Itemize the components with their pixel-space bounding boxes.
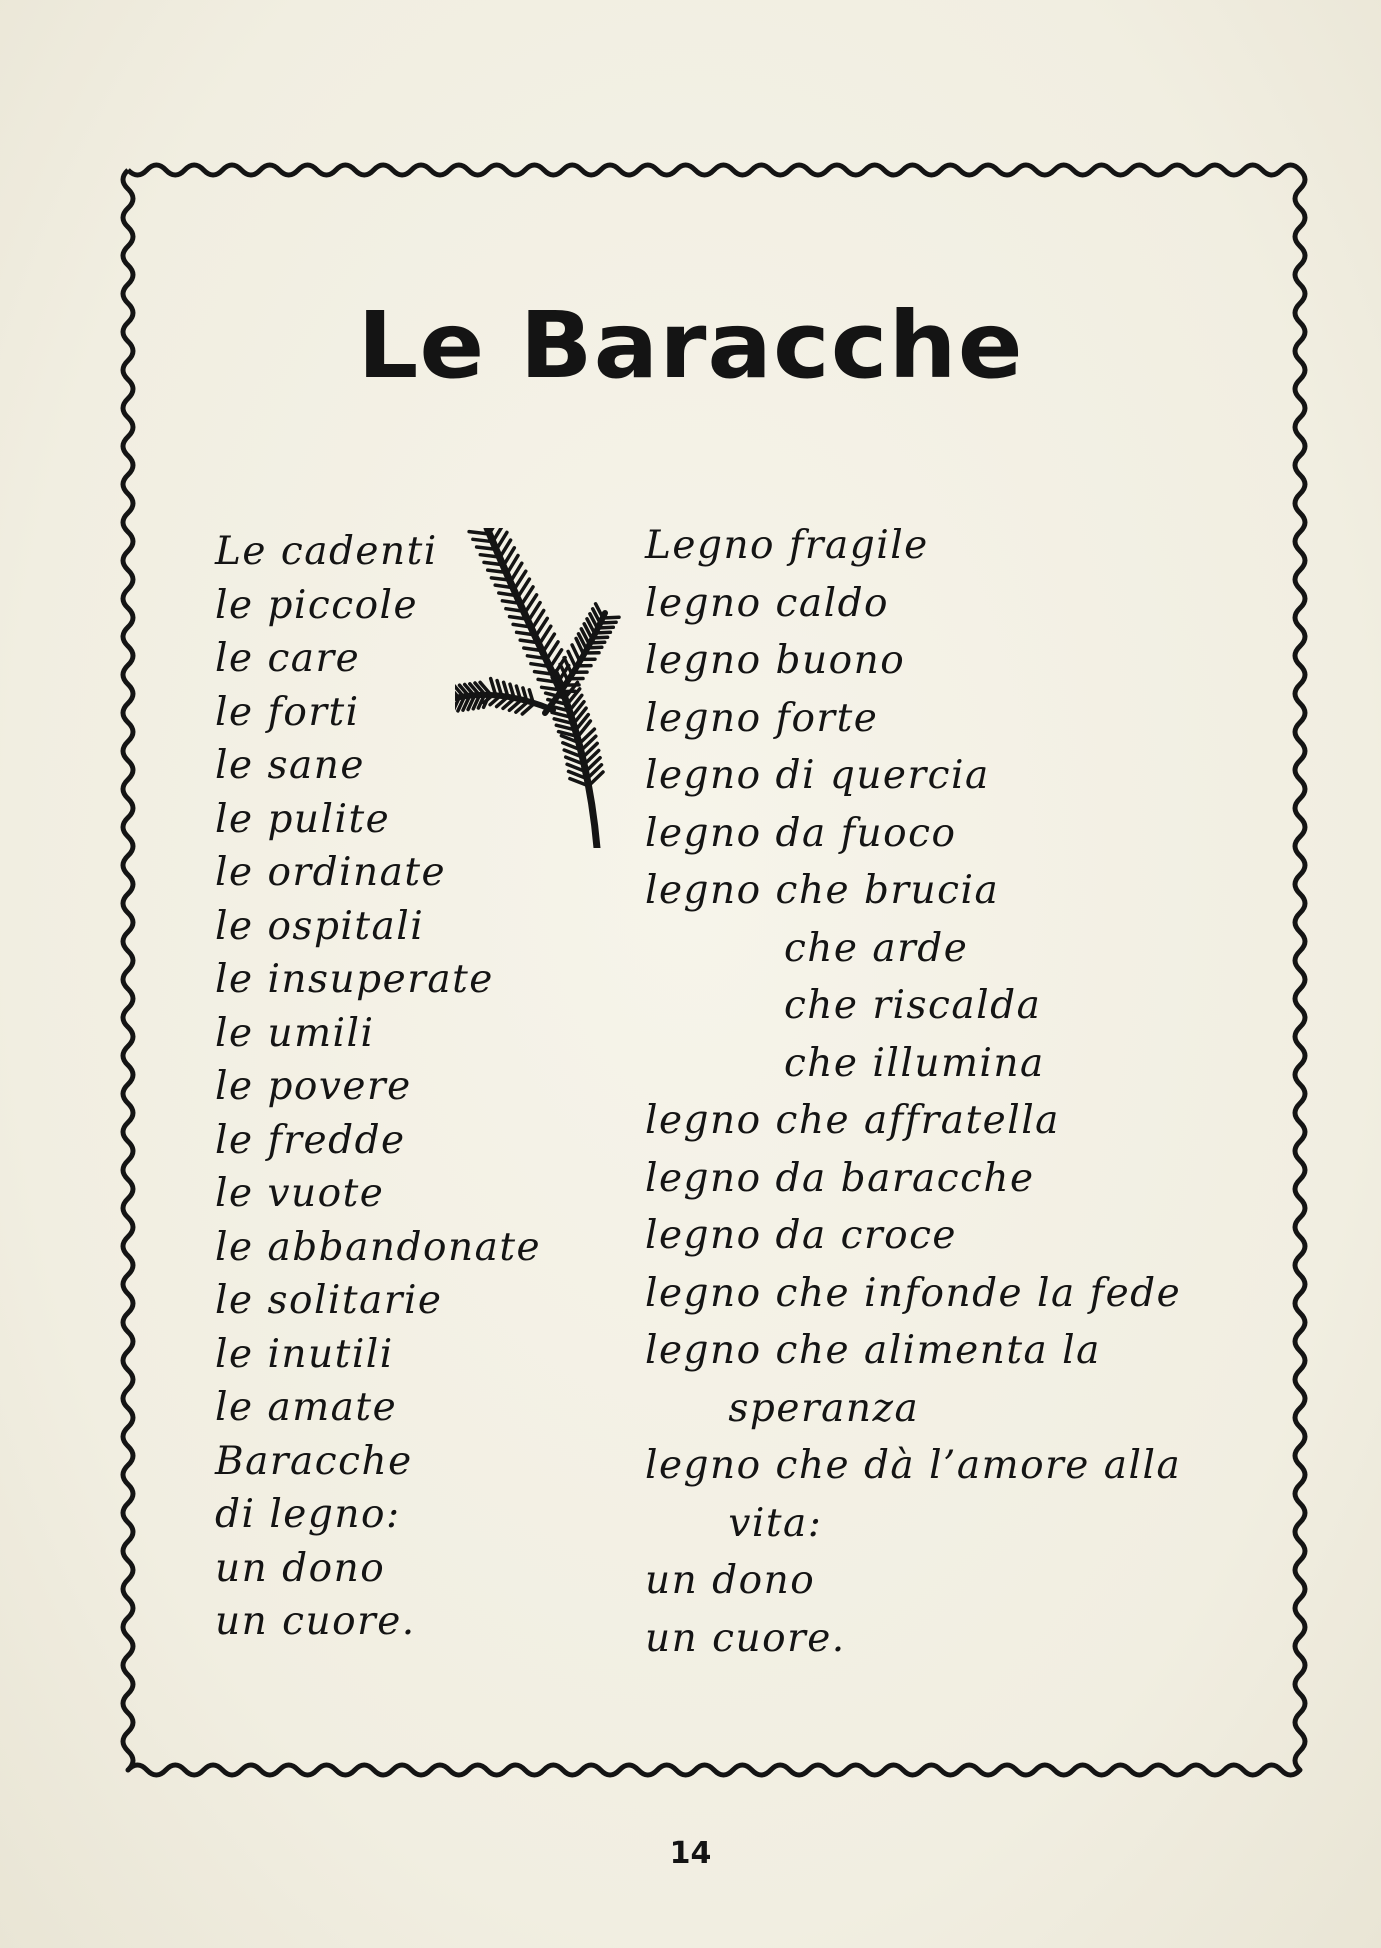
- right-verse-line: legno che alimenta la: [645, 1328, 1101, 1373]
- left-verse-line: le abbandonate: [215, 1224, 542, 1270]
- left-verse-line: le ospitali: [215, 903, 425, 949]
- left-verse-line: le sane: [215, 743, 365, 788]
- right-verse-line: un dono: [645, 1558, 816, 1603]
- page-number: 14: [669, 1836, 712, 1871]
- right-verse-line: un cuore.: [645, 1615, 846, 1661]
- right-verse-line: legno da croce: [645, 1213, 958, 1258]
- left-verse-line: le insuperate: [215, 957, 494, 1002]
- left-verse-line: le umili: [215, 1010, 375, 1056]
- right-verse-line: legno che infonde la fede: [645, 1270, 1182, 1316]
- right-verse-line: legno da baracche: [645, 1155, 1035, 1201]
- left-verse-line: le forti: [215, 689, 360, 735]
- right-verse-line: legno caldo: [645, 580, 890, 626]
- poem-right-column: [645, 517, 1181, 1667]
- left-verse-line: le piccole: [215, 582, 419, 628]
- right-verse-line: che illumina: [645, 1040, 1045, 1086]
- right-verse-line: legno di quercia: [645, 753, 990, 798]
- left-verse-line: di legno:: [215, 1492, 401, 1537]
- right-verse-line: legno che dà l’amore alla: [645, 1443, 1182, 1488]
- left-verse-line: Le cadenti: [215, 529, 438, 574]
- right-verse-line: che riscalda: [645, 983, 1042, 1028]
- right-verse-line: legno buono: [645, 638, 906, 683]
- left-verse-line: le care: [215, 636, 361, 681]
- poem-title: Le Baracche: [357, 292, 1024, 399]
- left-verse-line: le pulite: [215, 796, 391, 842]
- left-verse-line: le solitarie: [215, 1278, 443, 1323]
- pine-sprig-icon: [455, 528, 625, 848]
- left-verse-line: le fredde: [215, 1117, 406, 1163]
- left-verse-line: un dono: [215, 1545, 386, 1591]
- right-verse-line: Legno fragile: [645, 523, 929, 568]
- right-verse-line: speranza: [645, 1385, 920, 1431]
- right-verse-line: legno forte: [645, 695, 879, 741]
- right-verse-line: legno che brucia: [645, 868, 1000, 913]
- right-verse-line: che arde: [645, 925, 969, 971]
- right-verse-line: legno che affratella: [645, 1098, 1060, 1143]
- left-verse-line: le vuote: [215, 1171, 385, 1216]
- left-verse-line: le amate: [215, 1385, 398, 1430]
- left-verse-line: le povere: [215, 1064, 412, 1109]
- left-verse-line: un cuore.: [215, 1599, 416, 1644]
- right-verse-line: legno da fuoco: [645, 810, 957, 856]
- right-verse-line: vita:: [645, 1500, 823, 1546]
- left-verse-line: le inutili: [215, 1331, 394, 1377]
- left-verse-line: le ordinate: [215, 850, 447, 895]
- left-verse-line: Baracche: [215, 1438, 413, 1484]
